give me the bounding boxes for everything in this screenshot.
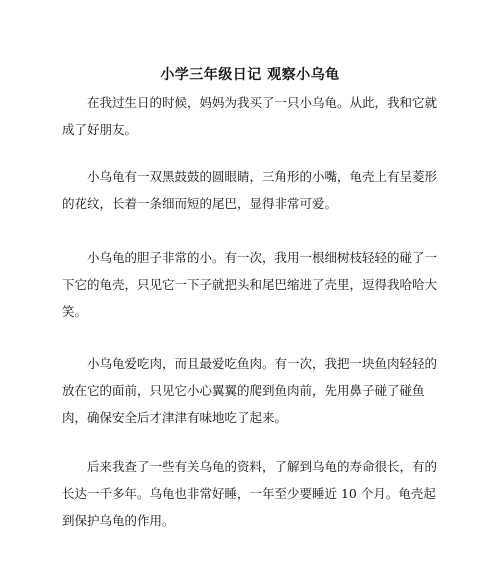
paragraph: 小乌龟有一双黑鼓鼓的圆眼睛，三角形的小嘴，龟壳上有呈菱形的花纹，长着一条细而短的尾巴，显得非常可爱。 bbox=[62, 169, 438, 211]
paragraph: 小乌龟的胆子非常的小。有一次，我用一根细树枝轻轻的碰了一下它的龟壳，只见它一下子就把头和尾巴缩进了壳里，逗得我哈哈大笑。 bbox=[62, 250, 438, 319]
paragraph: 小乌龟爱吃肉，而且最爱吃鱼肉。有一次，我把一块鱼肉轻轻的放在它的面前，只见它小心翼翼的爬到鱼肉前，先用鼻子碰了碰鱼肉，确保安全后才津津有味地吃了起来。 bbox=[62, 356, 438, 425]
page-title: 小学三年级日记 观察小乌龟 bbox=[160, 67, 340, 83]
paragraph: 在我过生日的时候，妈妈为我买了一只小乌龟。从此，我和它就成了好朋友。 bbox=[62, 95, 438, 137]
paragraph: 后来我查了一些有关乌龟的资料，了解到乌龟的寿命很长，有的长达一千多年。乌龟也非常好睡，一年至少要睡近 10 个月。龟壳起到保护乌龟的作用。 bbox=[62, 459, 438, 528]
